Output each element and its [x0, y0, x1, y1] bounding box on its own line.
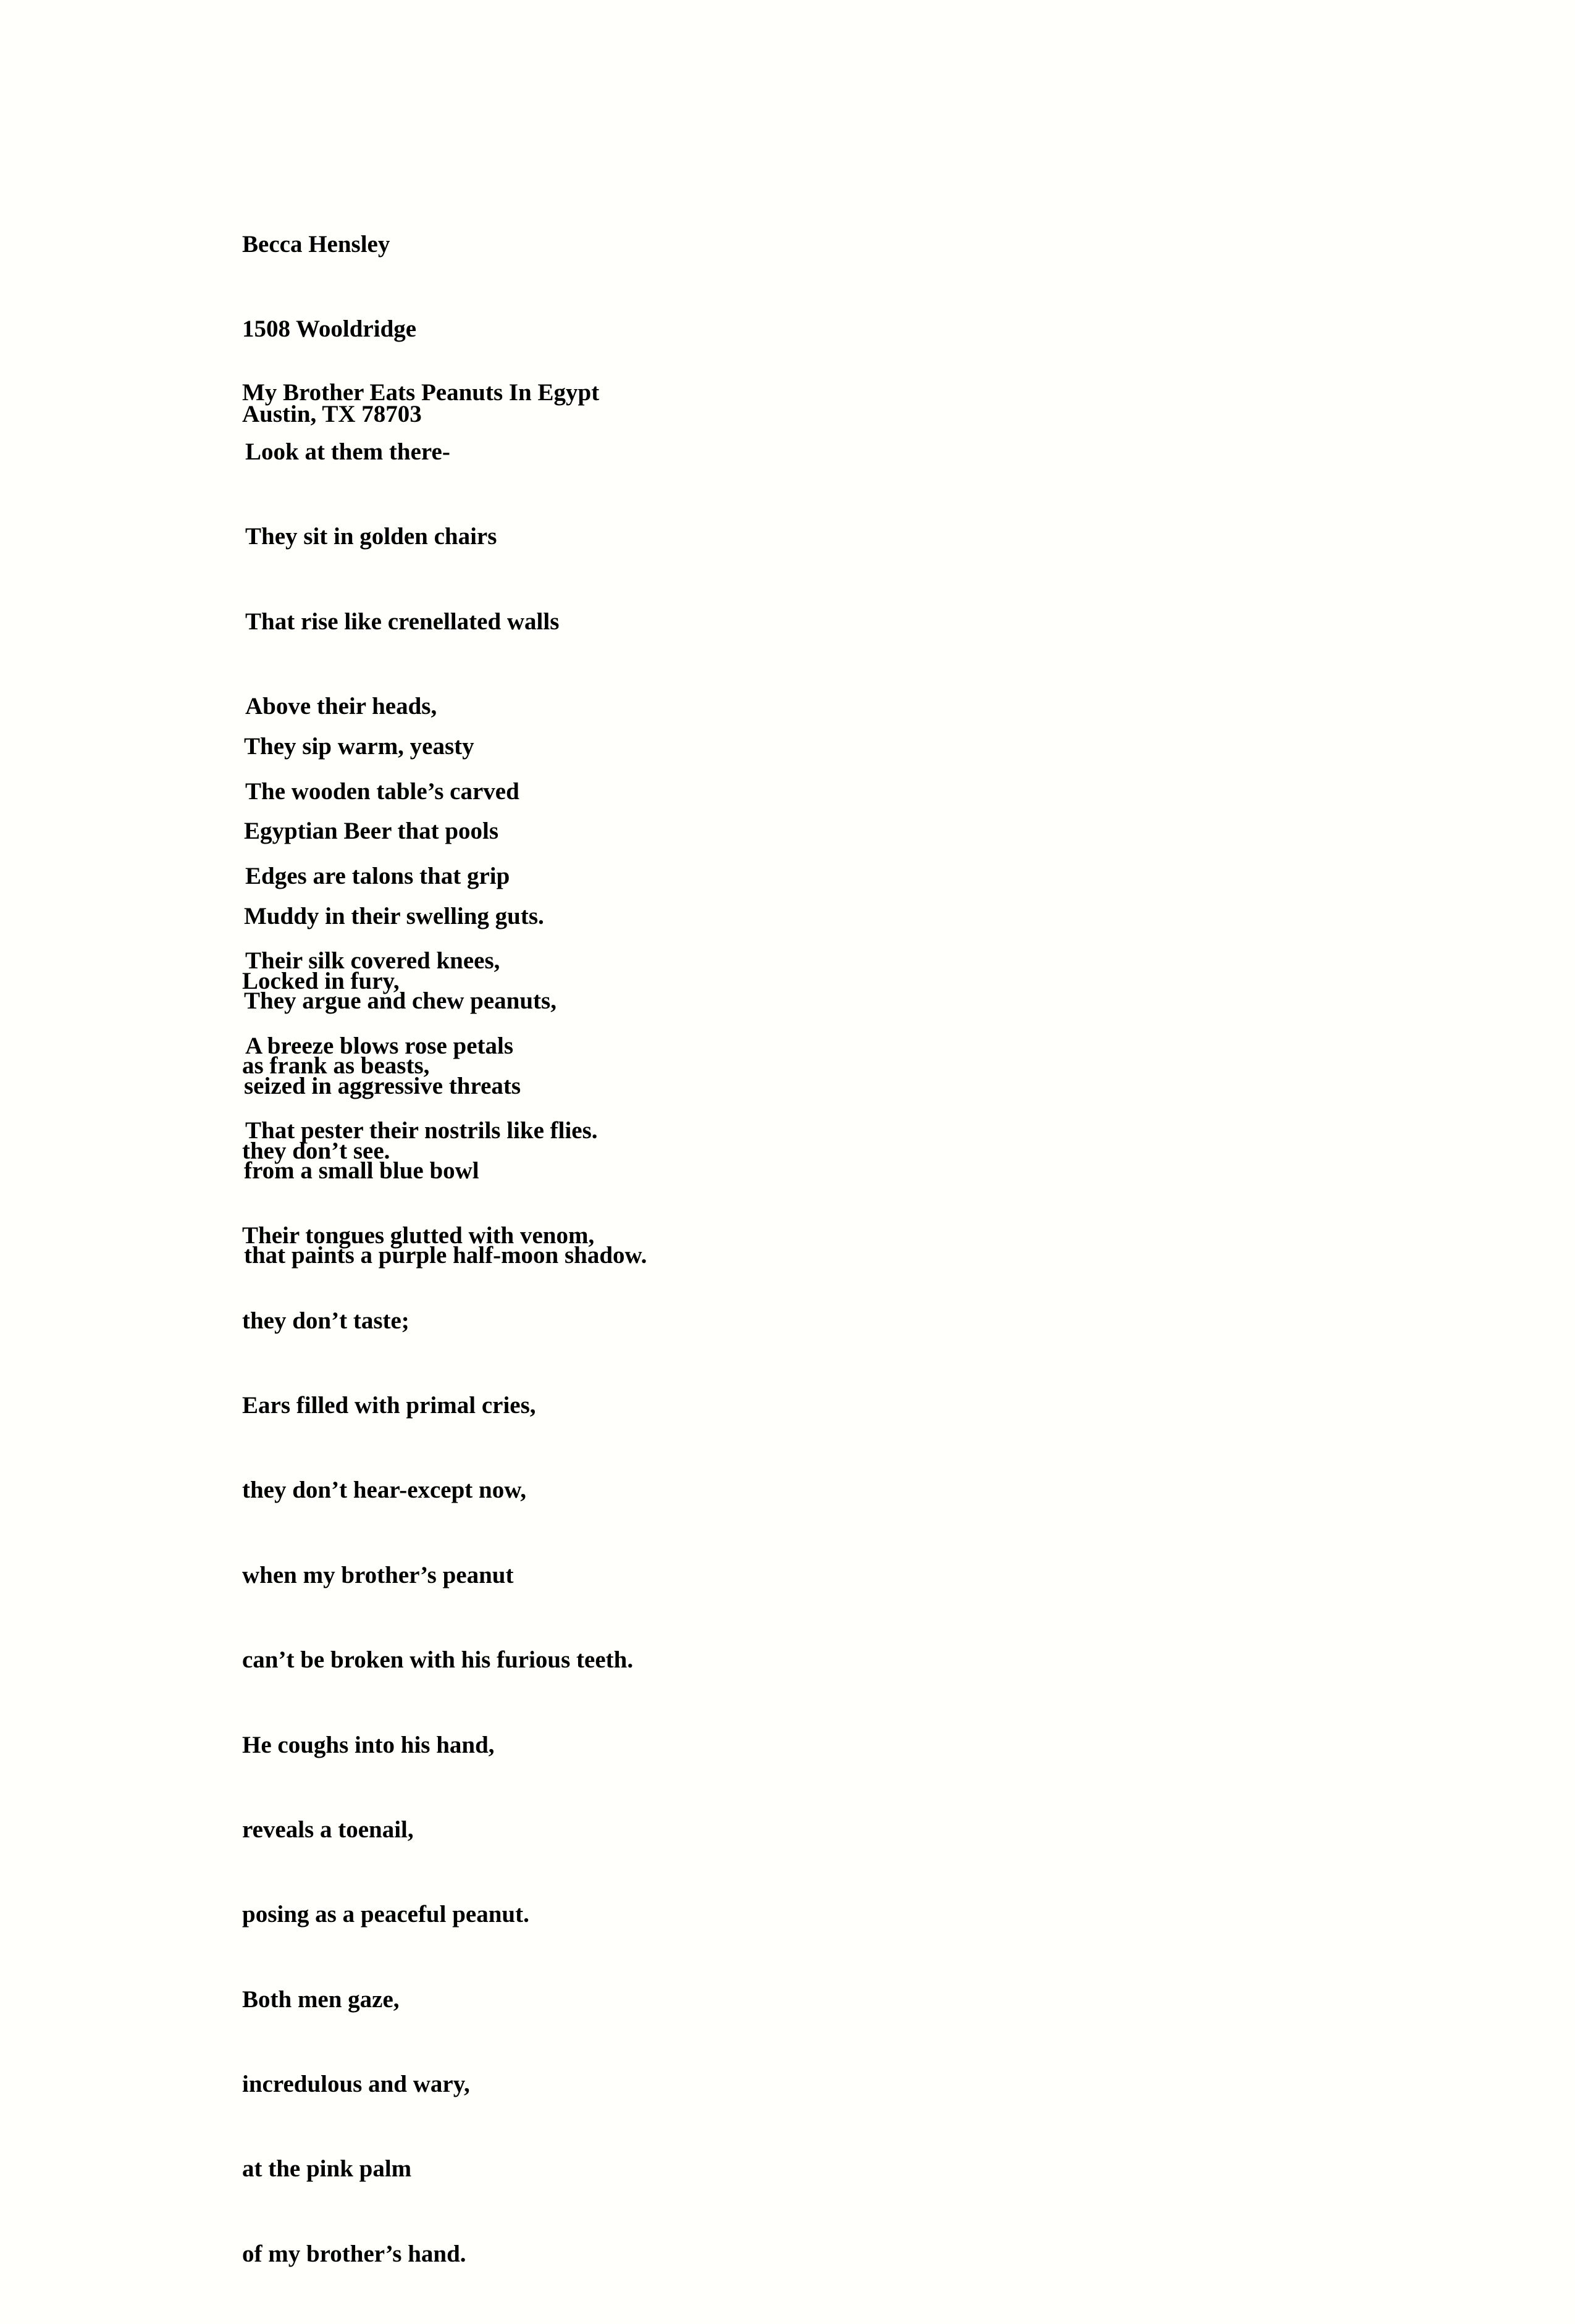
poem-line: The wooden table’s carved [245, 778, 519, 805]
poem-line: Locked in fury, [242, 968, 400, 994]
poem-line: They sip warm, yeasty [244, 733, 474, 760]
stanza-3 [242, 911, 633, 2324]
poem-line: Both men gaze, [242, 1986, 400, 2013]
sender-street: 1508 Wooldridge [242, 316, 417, 343]
poem-line: they don’t taste; [242, 1307, 410, 1334]
poem-line: seized in aggressive threats [244, 1072, 521, 1099]
poem-line: Muddy in their swelling guts. [244, 902, 544, 929]
poem-line: Their tongues glutted with venom, [242, 1222, 595, 1249]
poem-line: they don’t hear-except now, [242, 1477, 527, 1504]
poem-line: incredulous and wary, [242, 2071, 470, 2098]
sender-city: Austin, TX 78703 [242, 400, 422, 427]
poem-line: they don’t see. [242, 1137, 390, 1164]
poem-line: at the pink palm [242, 2155, 412, 2183]
poem-line: They sit in golden chairs [245, 523, 497, 550]
poem-line: Above their heads, [245, 693, 437, 720]
sender-name: Becca Hensley [242, 231, 390, 258]
poem-line: reveals a toenail, [242, 1816, 414, 1843]
poem-title: My Brother Eats Peanuts In Egypt [242, 379, 600, 406]
poem-line: of my brother’s hand. [242, 2240, 466, 2267]
poem-line: Ears filled with primal cries, [242, 1391, 536, 1419]
poem-line: That rise like crenellated walls [245, 608, 560, 635]
poem-line: That pester their nostrils like flies. [245, 1117, 598, 1144]
poem-line: from a small blue bowl [244, 1157, 479, 1184]
poem-line: A breeze blows rose petals [245, 1032, 514, 1059]
poem-line: He coughs into his hand, [242, 1731, 495, 1758]
poem-line: can’t be broken with his furious teeth. [242, 1647, 634, 1674]
poem-line: when my brother’s peanut [242, 1561, 514, 1588]
poem-line: that paints a purple half-moon shadow. [244, 1242, 647, 1269]
poem-line: Egyptian Beer that pools [244, 818, 499, 845]
poem-line: They argue and chew peanuts, [244, 988, 556, 1015]
poem-line: Edges are talons that grip [245, 862, 510, 889]
poem-line: Look at them there- [245, 438, 450, 465]
poem-line: posing as a peaceful peanut. [242, 1901, 529, 1928]
poem-line: Their silk covered knees, [245, 947, 500, 975]
poem-line: as frank as beasts, [242, 1052, 430, 1080]
